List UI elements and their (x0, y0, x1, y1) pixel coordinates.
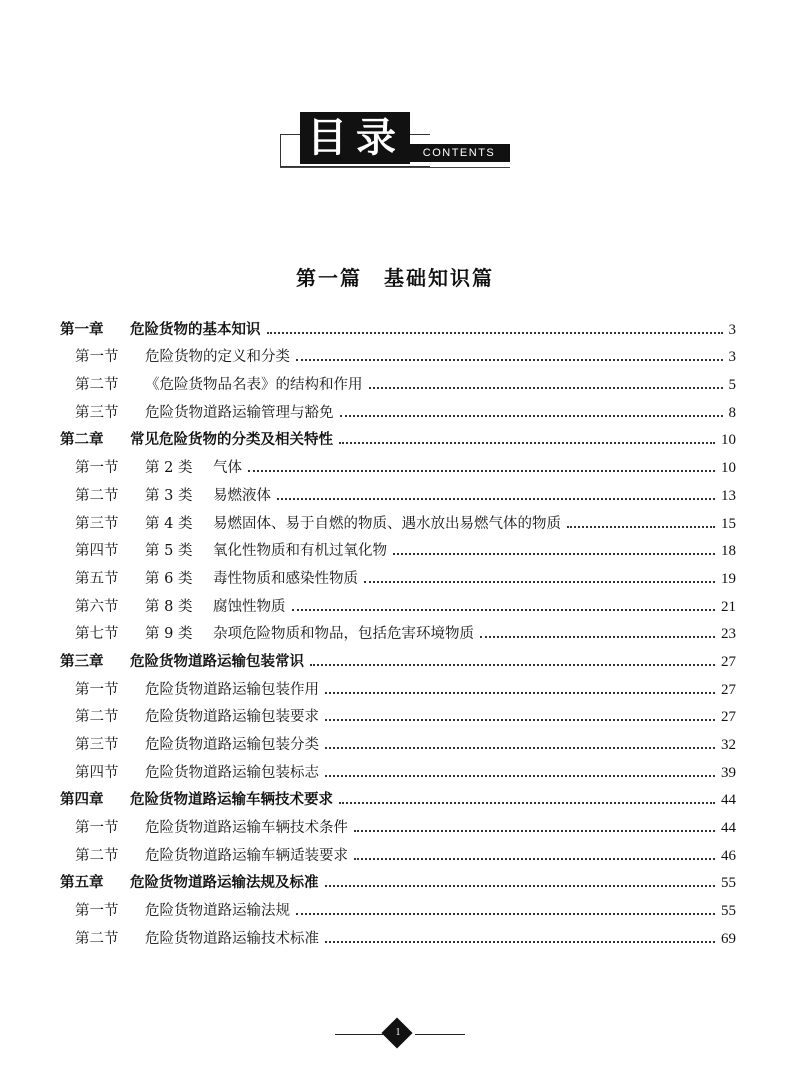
toc-entry-label (75, 902, 290, 920)
toc-entry-page: 18 (721, 543, 736, 560)
toc-entry-number: 第三节 (75, 515, 119, 532)
toc-entry-title: 危险货物道路运输车辆技术条件 (145, 820, 348, 837)
toc-entry-number: 第三节 (75, 404, 119, 421)
dot-leader (325, 692, 715, 694)
dot-leader (325, 941, 715, 943)
toc-chapter-row[interactable] (60, 865, 736, 893)
toc-entry-title: 易燃液体 (213, 487, 271, 504)
dot-leader (354, 858, 715, 860)
toc-section-row[interactable] (60, 837, 736, 865)
toc-entry-page: 27 (721, 709, 736, 726)
toc-entry-page: 5 (728, 377, 736, 394)
dot-leader (325, 885, 716, 887)
toc-entry-label (75, 376, 363, 394)
toc-entry-page: 55 (721, 875, 736, 892)
dot-leader (325, 775, 715, 777)
toc-section-row[interactable] (60, 754, 736, 782)
toc-entry-label (75, 459, 242, 477)
toc-entry-label (60, 321, 261, 339)
toc-entry-title: 危险货物的基本知识 (130, 320, 261, 338)
toc-entry-title: 危险货物道路运输包装常识 (130, 652, 304, 670)
toc-section-row[interactable] (60, 920, 736, 948)
toc-section-row[interactable] (60, 449, 736, 477)
toc-entry-page: 15 (721, 515, 736, 532)
toc-entry-title: 危险货物道路运输包装分类 (145, 737, 319, 753)
toc-entry-number: 第一节 (75, 903, 119, 920)
dot-leader (339, 442, 715, 444)
toc-entry-class: 第 2 类 (145, 460, 193, 477)
dot-leader (354, 830, 715, 832)
toc-entry-number: 第一节 (75, 460, 119, 477)
toc-section-row[interactable] (60, 477, 736, 505)
toc-section-row[interactable] (60, 809, 736, 837)
toc-entry-label (75, 570, 358, 588)
toc-entry-number: 第五章 (60, 874, 104, 892)
toc-header (280, 104, 515, 174)
toc-entry-title: 危险货物道路运输法规及标准 (130, 874, 319, 892)
dot-leader (339, 802, 715, 804)
header-title-char-2: 录 (356, 114, 396, 161)
toc-entry-class: 第 6 类 (145, 570, 193, 587)
toc-section-row[interactable] (60, 366, 736, 394)
toc-entry-page: 27 (721, 653, 736, 670)
toc-entry-page: 69 (721, 930, 736, 947)
dot-leader (277, 498, 715, 500)
toc-entry-number: 第四章 (60, 791, 104, 809)
toc-entry-title: 危险货物道路运输包装要求 (145, 709, 319, 726)
toc-entry-number: 第四节 (75, 764, 119, 781)
toc-entry-page: 46 (721, 847, 736, 864)
dot-leader (310, 664, 715, 666)
toc-entry-page: 44 (721, 820, 736, 837)
toc-entry-label (75, 764, 319, 782)
toc-chapter-row[interactable] (60, 643, 736, 671)
toc-section-row[interactable] (60, 892, 736, 920)
toc-entry-title: 气体 (213, 460, 242, 477)
toc-entry-page: 13 (721, 487, 736, 504)
toc-entry-title: 危险货物道路运输法规 (145, 903, 290, 920)
toc-entry-page: 8 (728, 404, 736, 421)
dot-leader (480, 636, 715, 638)
dot-leader (340, 415, 723, 417)
toc-entry-page: 55 (721, 903, 736, 920)
dot-leader (267, 332, 723, 334)
toc-entry-label (60, 874, 319, 892)
part-title: 第一篇 基础知识篇 (296, 266, 494, 290)
toc-entry-title: 危险货物道路运输包装作用 (145, 681, 319, 698)
toc-entry-page: 39 (721, 764, 736, 781)
toc-entry-page: 21 (721, 598, 736, 615)
header-underline (280, 167, 510, 168)
dot-leader (369, 387, 723, 389)
toc-entry-page: 10 (721, 460, 736, 477)
toc-entry-class: 第 5 类 (145, 543, 193, 560)
dot-leader (296, 359, 723, 361)
toc-entry-label (75, 847, 348, 865)
toc-entry-title: 危险货物的定义和分类 (145, 349, 290, 366)
toc-entry-number: 第二节 (75, 847, 119, 864)
toc-entry-label (60, 791, 333, 809)
toc-section-row[interactable] (60, 616, 736, 644)
dot-leader (364, 581, 715, 583)
toc-entry-number: 第二节 (75, 377, 119, 394)
toc-entry-label (75, 598, 286, 616)
toc-entry-label (60, 653, 304, 671)
header-title-char-1: 目 (307, 114, 347, 161)
toc-entry-label (75, 625, 474, 643)
footer-line-left (335, 1034, 383, 1035)
toc-entry-label (75, 404, 334, 422)
toc-entry-number: 第二节 (75, 930, 119, 947)
toc-section-row[interactable] (60, 699, 736, 727)
dot-leader (292, 609, 716, 611)
toc-entry-class: 第 4 类 (145, 515, 193, 532)
toc-entry-label (75, 736, 319, 754)
toc-entry-number: 第三节 (75, 737, 119, 753)
toc-section-row[interactable] (60, 533, 736, 561)
toc-entry-title: 腐蚀性物质 (213, 598, 286, 615)
toc-chapter-row[interactable] (60, 782, 736, 810)
toc-entry-number: 第二节 (75, 709, 119, 726)
toc-entry-number: 第四节 (75, 543, 119, 560)
toc-entry-title: 危险货物道路运输技术标准 (145, 930, 319, 947)
toc-entry-number: 第一节 (75, 681, 119, 698)
toc-entry-title: 危险货物道路运输包装标志 (145, 764, 319, 781)
table-of-contents (60, 311, 736, 948)
dot-leader (296, 913, 715, 915)
toc-section-row[interactable] (60, 671, 736, 699)
toc-section-row[interactable] (60, 560, 736, 588)
toc-chapter-row[interactable] (60, 422, 736, 450)
toc-entry-class: 第 8 类 (145, 598, 193, 615)
toc-entry-title: 氧化性物质和有机过氧化物 (213, 543, 387, 560)
toc-entry-label (75, 708, 319, 726)
toc-chapter-row[interactable] (60, 311, 736, 339)
toc-entry-title: 毒性物质和感染性物质 (213, 570, 358, 587)
dot-leader (325, 719, 715, 721)
toc-entry-label (75, 348, 290, 366)
dot-leader (325, 747, 715, 749)
toc-entry-number: 第二节 (75, 487, 119, 504)
toc-entry-title: 常见危险货物的分类及相关特性 (130, 431, 333, 449)
toc-entry-number: 第一节 (75, 349, 119, 366)
dot-leader (393, 553, 715, 555)
toc-section-row[interactable] (60, 339, 736, 367)
toc-entry-title: 危险货物道路运输管理与豁免 (145, 404, 334, 421)
toc-entry-number: 第一章 (60, 320, 104, 338)
toc-entry-page: 3 (728, 349, 736, 366)
toc-section-row[interactable] (60, 394, 736, 422)
toc-entry-class: 第 3 类 (145, 487, 193, 504)
page-footer (335, 1018, 465, 1058)
toc-section-row[interactable] (60, 726, 736, 754)
dot-leader (567, 526, 715, 528)
toc-entry-label (75, 819, 348, 837)
toc-entry-number: 第二章 (60, 431, 104, 449)
toc-section-row[interactable] (60, 505, 736, 533)
toc-entry-page: 3 (728, 321, 736, 338)
toc-entry-number: 第一节 (75, 820, 119, 837)
toc-entry-class: 第 9 类 (145, 626, 193, 643)
toc-entry-title: 危险货物道路运输车辆适装要求 (145, 847, 348, 864)
toc-entry-number: 第六节 (75, 598, 119, 615)
toc-entry-label (60, 431, 333, 449)
header-subtitle: CONTENTS (408, 144, 510, 162)
toc-entry-title: 《危险货物品名表》的结构和作用 (145, 377, 363, 394)
toc-entry-label (75, 515, 561, 533)
toc-entry-title: 危险货物道路运输车辆技术要求 (130, 791, 333, 809)
toc-entry-number: 第三章 (60, 652, 104, 670)
toc-section-row[interactable] (60, 588, 736, 616)
footer-line-right (415, 1034, 465, 1035)
toc-entry-page: 23 (721, 626, 736, 643)
toc-entry-page: 32 (721, 737, 736, 753)
toc-entry-number: 第七节 (75, 626, 119, 643)
toc-entry-label (75, 542, 387, 560)
toc-entry-title: 易燃固体、易于自燃的物质、遇水放出易燃气体的物质 (213, 515, 561, 532)
toc-entry-page: 19 (721, 570, 736, 587)
toc-entry-page: 44 (721, 792, 736, 809)
page-number: 1 (395, 1027, 401, 1038)
toc-entry-title: 杂项危险物质和物品，包括危害环境物质 (213, 626, 474, 643)
toc-entry-label (75, 930, 319, 948)
toc-entry-page: 27 (721, 681, 736, 698)
toc-entry-number: 第五节 (75, 570, 119, 587)
toc-entry-label (75, 681, 319, 699)
dot-leader (248, 470, 715, 472)
toc-entry-label (75, 487, 271, 505)
toc-entry-page: 10 (721, 432, 736, 449)
